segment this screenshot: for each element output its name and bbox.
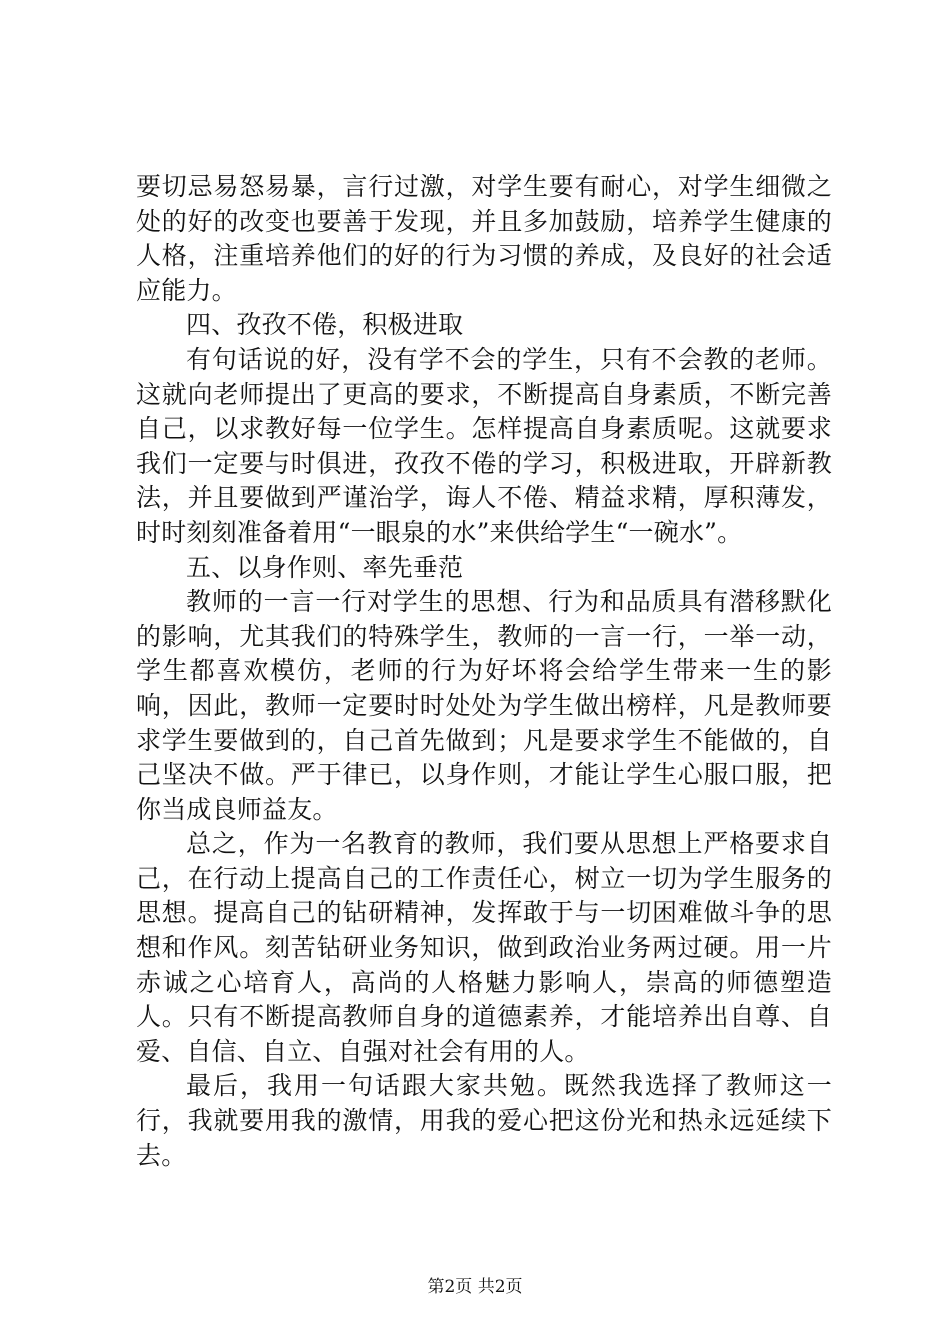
paragraph-closing: 最后，我用一句话跟大家共勉。既然我选择了教师这一行，我就要用我的激情，用我的爱心把这份光和热永远延续下去。: [136, 1071, 832, 1170]
paragraph-role-model: 教师的一言一行对学生的思想、行为和品质具有潜移默化的影响，尤其我们的特殊学生，教师的一言一行，一举一动，学生都喜欢模仿，老师的行为好坏将会给学生带来一生的影响，因此，教师一定要时时处处为学生做出榜样，凡是教师要求学生要做到的，自己首先做到；凡是要求学生不能做的，自己坚决不做。严于律已，以身作则，才能让学生心服口服，把你当成良师益友。: [136, 587, 832, 824]
paragraph-continuation: 要切忌易怒易暴，言行过激，对学生要有耐心，对学生细微之处的好的改变也要善于发现，并且多加鼓励，培养学生健康的人格，注重培养他们的好的行为习惯的养成，及良好的社会适应能力。: [136, 172, 832, 305]
page-footer: 第2页 共2页: [427, 1277, 523, 1297]
section-heading-5: 五、以身作则、率先垂范: [186, 552, 464, 582]
paragraph-self-improvement: 有句话说的好，没有学不会的学生，只有不会教的老师。这就向老师提出了更高的要求，不断提高自身素质，不断完善自己，以求教好每一位学生。怎样提高自身素质呢。这就要求我们一定要与时俱进，孜孜不倦的学习，积极进取，开辟新教法，并且要做到严谨治学，诲人不倦、精益求精，厚积薄发，时时刻刻准备着用“一眼泉的水”来供给学生“一碗水”。: [136, 344, 832, 547]
paragraph-summary: 总之，作为一名教育的教师，我们要从思想上严格要求自己，在行动上提高自己的工作责任心，树立一切为学生服务的思想。提高自己的钻研精神，发挥敢于与一切困难做斗争的思想和作风。刻苦钻研业务知识，做到政治业务两过硬。用一片赤诚之心培育人，高尚的人格魅力影响人，崇高的师德塑造人。只有不断提高教师自身的道德素养，才能培养出自尊、自爱、自信、自立、自强对社会有用的人。: [136, 829, 832, 1066]
document-body: [136, 170, 832, 1173]
section-heading-4: 四、孜孜不倦，积极进取: [186, 310, 464, 340]
